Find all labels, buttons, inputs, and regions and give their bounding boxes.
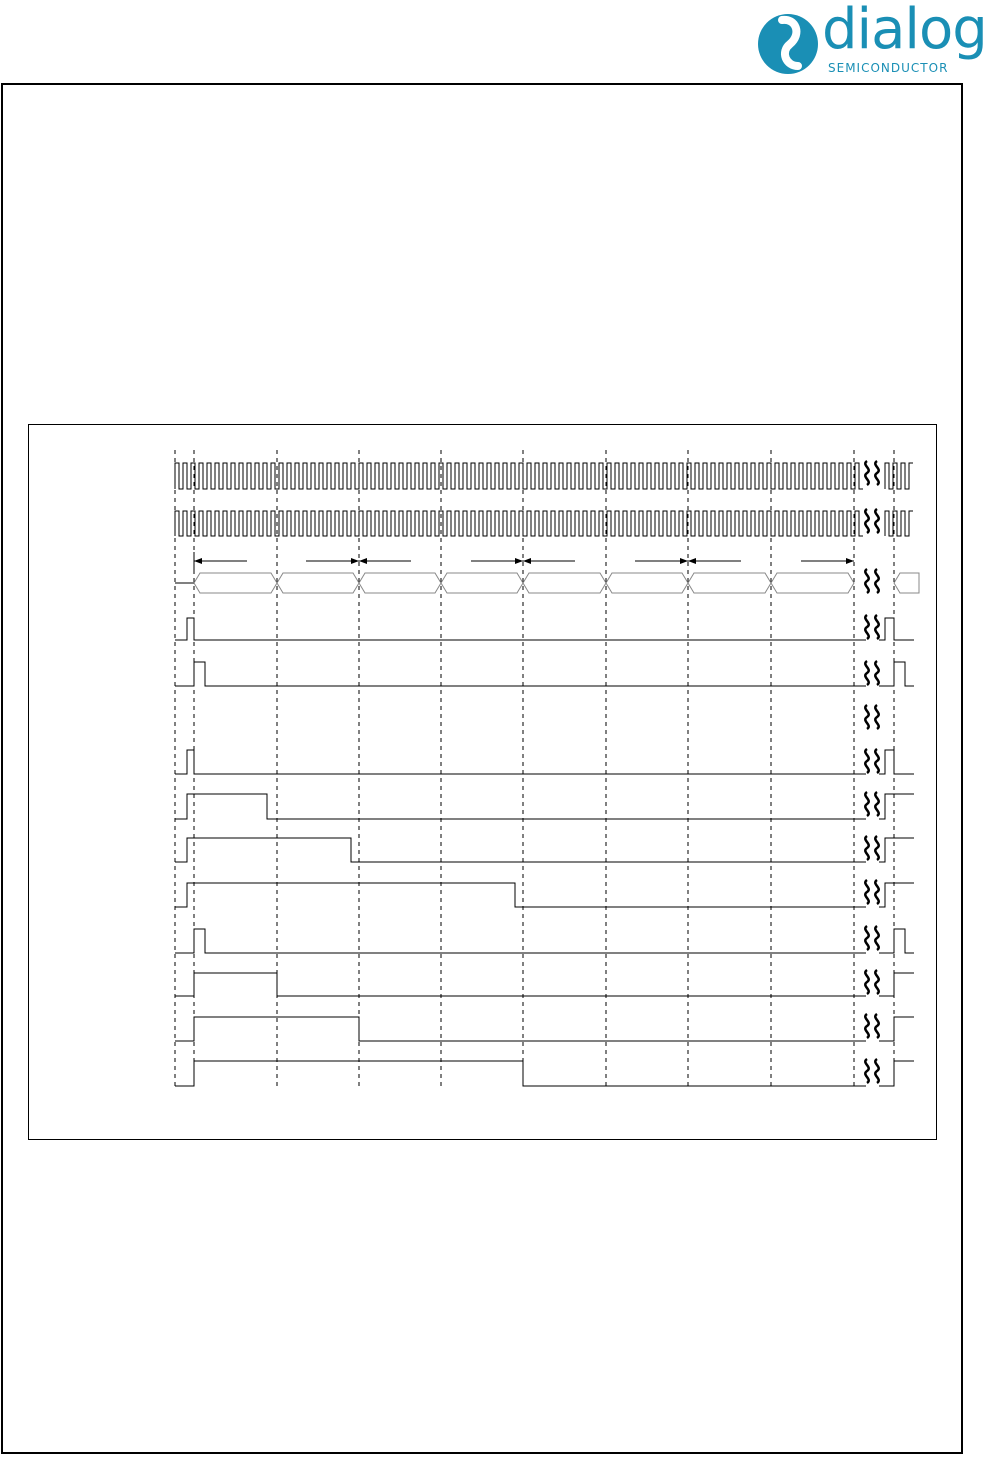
- clock-signal-2: [175, 511, 863, 536]
- pulse-signal-1: [175, 618, 866, 640]
- bus-segment: [523, 573, 606, 593]
- break-squiggle-icon: [875, 1059, 878, 1083]
- step-signal-4: [175, 973, 866, 996]
- step-signal-4-tail: [879, 973, 914, 996]
- step-signal-1-tail: [879, 794, 914, 819]
- arrow-head-icon: [688, 558, 696, 564]
- logo-tagline: SEMICONDUCTOR: [828, 61, 949, 75]
- timing-diagram: [29, 425, 938, 1141]
- arrow-head-icon: [515, 558, 523, 564]
- timing-diagram-box: [28, 424, 937, 1140]
- pulse-signal-4-tail: [879, 929, 914, 953]
- break-squiggle-icon: [865, 569, 868, 593]
- break-squiggle-icon: [865, 880, 868, 904]
- break-squiggle-icon: [875, 509, 878, 533]
- break-squiggle-icon: [865, 461, 868, 485]
- step-signal-3-tail: [879, 883, 914, 907]
- step-signal-1: [175, 794, 866, 819]
- arrow-head-icon: [846, 558, 854, 564]
- break-squiggle-icon: [865, 836, 868, 860]
- bus-segment: [359, 573, 441, 593]
- arrow-head-icon: [351, 558, 359, 564]
- clock-signal-2-tail: [885, 511, 913, 536]
- logo-mark-icon: [752, 0, 822, 80]
- bus-segment: [277, 573, 359, 593]
- break-squiggle-icon: [875, 926, 878, 950]
- break-squiggle-icon: [875, 836, 878, 860]
- break-squiggle-icon: [865, 615, 868, 639]
- step-signal-2: [175, 838, 866, 862]
- pulse-signal-2: [175, 662, 866, 686]
- break-squiggle-icon: [865, 970, 868, 994]
- break-squiggle-icon: [865, 509, 868, 533]
- arrow-head-icon: [680, 558, 688, 564]
- pulse-signal-2-tail: [879, 662, 914, 686]
- bus-segment: [606, 573, 688, 593]
- pulse-signal-4: [175, 929, 866, 953]
- clock-signal-1: [175, 463, 863, 489]
- break-squiggle-icon: [865, 1014, 868, 1038]
- pulse-signal-1-tail: [879, 618, 914, 640]
- bus-segment: [688, 573, 771, 593]
- bus-segment: [771, 573, 854, 593]
- step-signal-3: [175, 883, 866, 907]
- step-signal-5: [175, 1017, 866, 1041]
- arrow-head-icon: [194, 558, 202, 564]
- break-squiggle-icon: [875, 661, 878, 685]
- arrow-head-icon: [523, 558, 531, 564]
- step-signal-6: [175, 1061, 866, 1086]
- bus-segment: [194, 573, 277, 593]
- pulse-signal-3: [175, 750, 866, 774]
- logo-wordmark: dialog: [822, 0, 987, 62]
- break-squiggle-icon: [875, 792, 878, 816]
- break-squiggle-icon: [865, 926, 868, 950]
- break-squiggle-icon: [865, 661, 868, 685]
- break-squiggle-icon: [865, 792, 868, 816]
- arrow-head-icon: [359, 558, 367, 564]
- bus-segment-tail: [894, 573, 919, 593]
- break-squiggle-icon: [875, 461, 878, 485]
- bus-segment: [441, 573, 523, 593]
- break-squiggle-icon: [865, 749, 868, 773]
- clock-signal-1-tail: [885, 463, 913, 489]
- break-squiggle-icon: [875, 970, 878, 994]
- break-squiggle-icon: [875, 749, 878, 773]
- step-signal-5-tail: [879, 1017, 914, 1041]
- break-squiggle-icon: [875, 705, 878, 729]
- break-squiggle-icon: [865, 705, 868, 729]
- break-squiggle-icon: [865, 1059, 868, 1083]
- pulse-signal-3-tail: [879, 750, 914, 774]
- break-squiggle-icon: [875, 880, 878, 904]
- company-logo: [752, 0, 997, 80]
- break-squiggle-icon: [875, 615, 878, 639]
- step-signal-6-tail: [879, 1061, 914, 1086]
- break-squiggle-icon: [875, 569, 878, 593]
- step-signal-2-tail: [879, 838, 914, 862]
- break-squiggle-icon: [875, 1014, 878, 1038]
